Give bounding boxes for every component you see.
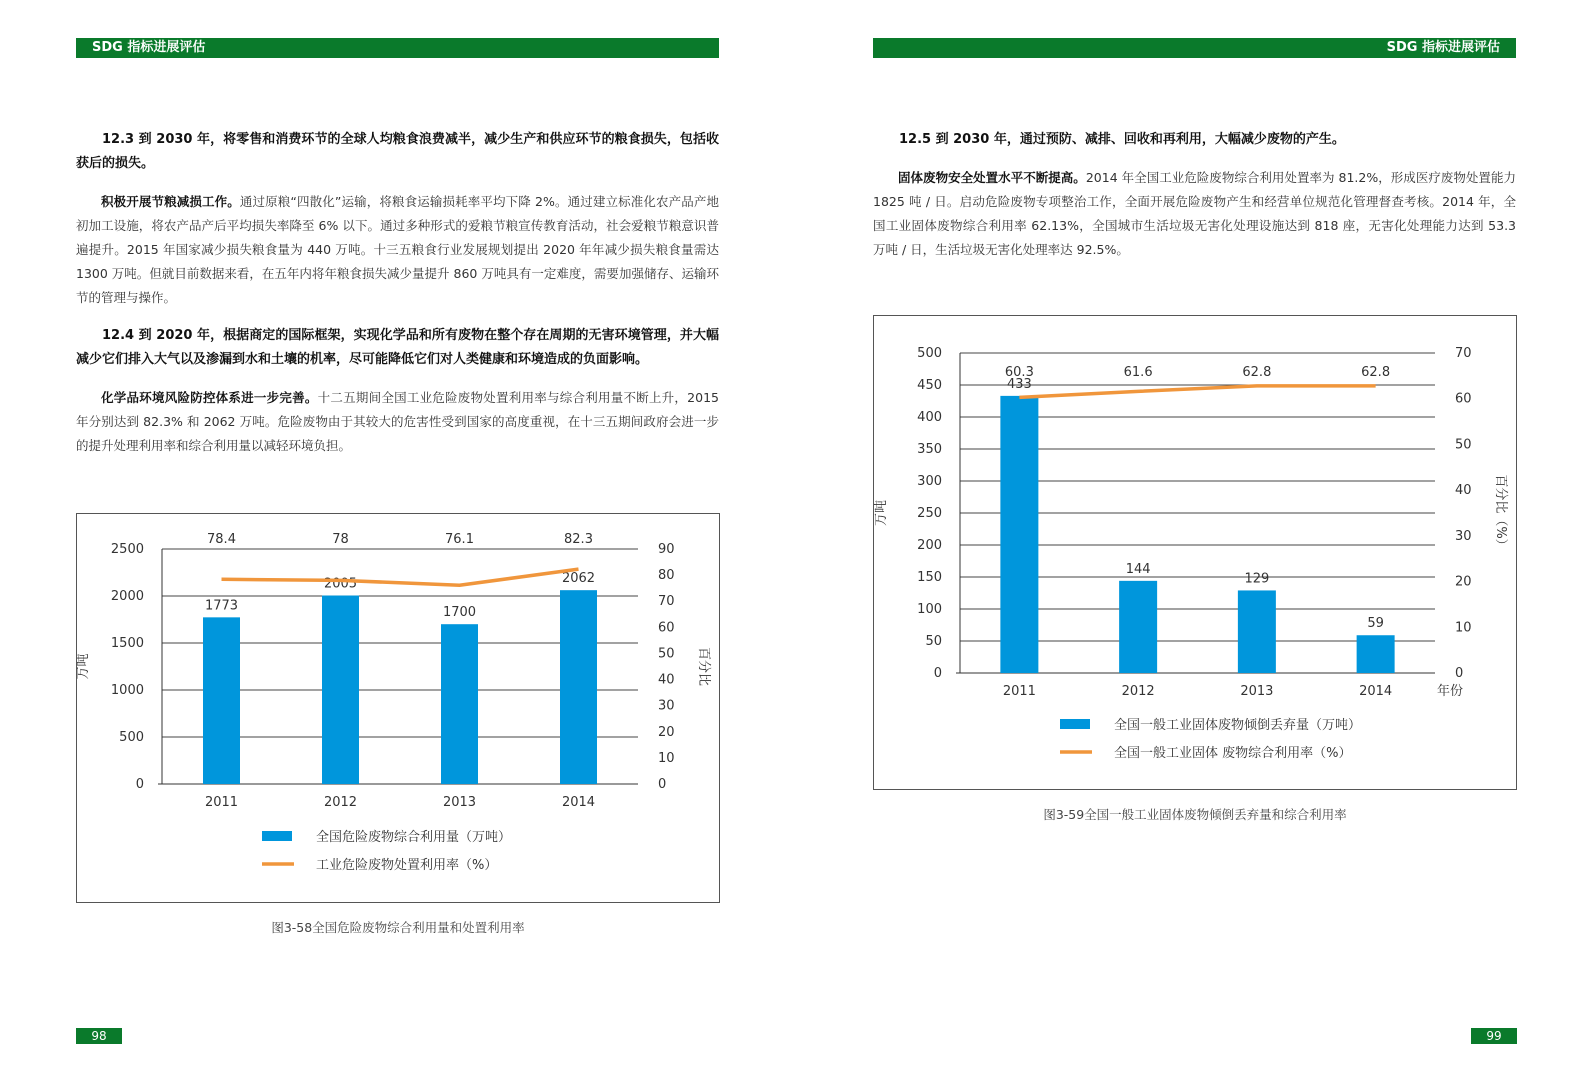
y-tick-label: 1500: [110, 636, 144, 651]
line-value-label: 82.3: [564, 532, 593, 547]
left-page-header: [76, 38, 719, 58]
solid-waste-paragraph: [873, 166, 1516, 262]
bar-value-label: 433: [1006, 376, 1032, 392]
chart-2-caption: 图3-59全国一般工业固体废物倾倒丢弃量和综合利用率: [1043, 807, 1347, 822]
line-series: [1019, 386, 1375, 397]
y-tick-label: 2500: [110, 542, 144, 557]
line-series: [222, 569, 579, 585]
line-value-label: 62.8: [1361, 365, 1391, 380]
legend-line-label: 全国一般工业固体 废物综合利用率（%）: [1114, 746, 1352, 761]
x-tick-label: 2013: [442, 795, 477, 810]
y2-tick-label: 50: [658, 646, 675, 662]
y-tick-label: 150: [917, 570, 942, 585]
legend-bar-swatch: [1060, 719, 1090, 729]
y2-tick-label: 60: [1455, 391, 1472, 407]
y2-axis-title: 百分比（%）: [1493, 474, 1508, 552]
y2-tick-label: 60: [658, 620, 675, 636]
y2-tick-label: 10: [658, 750, 675, 766]
y-tick-label: 250: [917, 506, 942, 521]
y2-tick-label: 30: [658, 698, 675, 714]
y2-tick-label: 0: [1455, 666, 1464, 681]
solid-waste-lead: 固体废物安全处置水平不断提高。: [898, 170, 1086, 185]
bar-2012: [322, 596, 359, 784]
right-body-text: [873, 128, 1516, 276]
bar-value-label: 129: [1244, 571, 1270, 587]
y-tick-label: 0: [933, 666, 942, 681]
y2-tick-label: 10: [1455, 620, 1472, 636]
line-value-label: 62.8: [1242, 365, 1272, 380]
left-header-title: SDG 指标进展评估: [92, 40, 206, 55]
bar-2014: [1357, 635, 1395, 673]
chemical-risk-text: 十二五期间全国工业危险废物处置利用率与综合利用量不断上升，2015 年分别达到 82.3% 和 2062 万吨。危险废物由于其较大的危害性受到国家的高度重视，在十三五期间政府会进一步的提升处理利用率和综合利用量以减轻环境负担。: [76, 390, 719, 453]
y-tick-label: 2000: [110, 589, 144, 604]
solid-waste-text: 2014 年全国工业危险废物综合利用处置率为 81.2%，形成医疗废物处置能力 1825 吨 / 日。启动危险废物专项整治工作，全面开展危险废物产生和经营单位规范化管理督查考核。2014 年，全国工业固体废物综合利用率 62.13%，全国城市生活垃圾无害化处理设施达到 818 座，无害化处理能力达到 53.3 万吨 / 日，生活垃圾无害化处理率达 92.5%。: [873, 170, 1516, 257]
y-tick-label: 500: [119, 730, 144, 745]
y2-tick-label: 40: [1455, 483, 1472, 499]
y-tick-label: 200: [917, 538, 942, 553]
y2-tick-label: 30: [1455, 528, 1472, 544]
x-tick-label: 2011: [204, 795, 239, 810]
chart-1-frame: [76, 513, 720, 903]
chart-1-hazardous-waste: [77, 514, 719, 902]
bar-value-label: 144: [1125, 561, 1151, 577]
y2-tick-label: 0: [658, 777, 667, 792]
line-value-label: 76.1: [445, 532, 474, 547]
bar-value-label: 2005: [323, 576, 358, 592]
target-12-4-heading: 12.4 到 2020 年，根据商定的国际框架，实现化学品和所有废物在整个存在周期的无害环境管理，并大幅减少它们排入大气以及渗漏到水和土壤的机率，尽可能降低它们对人类健康和环境造成的负面影响。: [76, 328, 719, 367]
line-value-label: 61.6: [1123, 365, 1153, 380]
x-tick-label: 2012: [1121, 684, 1155, 699]
x-tick-label: 2014: [1359, 684, 1393, 699]
y-tick-label: 100: [917, 602, 942, 617]
left-page-number: 98: [76, 1028, 122, 1044]
target-12-3-heading: 12.3 到 2030 年，将零售和消费环节的全球人均粮食浪费减半，减少生产和供应环节的粮食损失，包括收获后的损失。: [76, 132, 719, 171]
chemical-risk-lead: 化学品环境风险防控体系进一步完善。: [101, 390, 318, 405]
y-axis-title: 万吨: [874, 499, 889, 527]
line-value-label: 78.4: [207, 532, 236, 547]
bar-2013: [441, 624, 478, 784]
bar-value-label: 1773: [204, 598, 239, 614]
y-tick-label: 0: [135, 777, 144, 792]
y-tick-label: 300: [917, 474, 942, 489]
chart-2-frame: [873, 315, 1517, 790]
bar-2011: [203, 617, 240, 784]
y2-tick-label: 20: [658, 724, 675, 740]
bar-2014: [560, 590, 597, 784]
right-page-number: 99: [1471, 1028, 1517, 1044]
y-tick-label: 500: [917, 346, 942, 361]
bar-2012: [1119, 581, 1157, 673]
bar-2011: [1000, 396, 1038, 673]
legend-line-label: 工业危险废物处置利用率（%）: [316, 858, 498, 873]
bar-value-label: 59: [1367, 616, 1384, 632]
y2-tick-label: 70: [658, 594, 675, 610]
grain-loss-text: 通过原粮“四散化”运输，将粮食运输损耗率平均下降 2%。通过建立标准化农产品产地初加工设施，将农产品产后平均损失率降至 6% 以下。通过多种形式的爱粮节粮宣传教育活动，社会爱粮节粮意识普遍提升。2015 年国家减少损失粮食量为 440 万吨。十三五粮食行业发展规划提出 2020 年年减少损失粮食量需达 1300 万吨。但就目前数据来看，在五年内将年粮食损失减少量提升 860 万吨具有一定难度，需要加强储存、运输环节的管理与操作。: [76, 194, 719, 305]
legend-bar-label: 全国危险废物综合利用量（万吨）: [316, 830, 512, 845]
bar-2013: [1238, 590, 1276, 673]
y-tick-label: 1000: [110, 683, 144, 698]
y2-tick-label: 90: [658, 542, 675, 557]
x-axis-title: 年份: [1437, 684, 1464, 699]
bar-value-label: 1700: [442, 605, 477, 621]
chemical-risk-paragraph: [76, 386, 719, 458]
left-body-text: [76, 128, 719, 472]
y2-tick-label: 80: [658, 568, 675, 584]
y2-axis-title: 百分比: [696, 646, 711, 687]
y-tick-label: 400: [917, 410, 942, 425]
y2-tick-label: 20: [1455, 574, 1472, 590]
x-tick-label: 2011: [1002, 684, 1036, 699]
chart-1-caption: 图3-58全国危险废物综合利用量和处置利用率: [271, 920, 525, 935]
x-tick-label: 2014: [561, 795, 596, 810]
grain-loss-lead: 积极开展节粮减损工作。: [101, 194, 240, 209]
bar-value-label: 2062: [561, 571, 596, 587]
target-12-5-heading: 12.5 到 2030 年，通过预防、减排、回收和再利用，大幅减少废物的产生。: [899, 132, 1345, 147]
x-tick-label: 2012: [323, 795, 358, 810]
y2-tick-label: 70: [1455, 346, 1472, 361]
legend-bar-swatch: [262, 831, 292, 841]
y-tick-label: 350: [917, 442, 942, 457]
y-tick-label: 50: [925, 634, 942, 649]
right-page-header: [873, 38, 1516, 58]
y-axis-title: 万吨: [77, 653, 91, 680]
line-value-label: 78: [332, 532, 349, 547]
right-header-title: SDG 指标进展评估: [1386, 40, 1500, 55]
y2-tick-label: 40: [658, 672, 675, 688]
y2-tick-label: 50: [1455, 437, 1472, 453]
chart-2-solid-waste: [874, 316, 1516, 789]
x-tick-label: 2013: [1240, 684, 1274, 699]
grain-loss-paragraph: [76, 190, 719, 310]
legend-bar-label: 全国一般工业固体废物倾倒丢弃量（万吨）: [1114, 718, 1362, 733]
line-value-label: 60.3: [1004, 365, 1034, 380]
y-tick-label: 450: [917, 378, 942, 393]
